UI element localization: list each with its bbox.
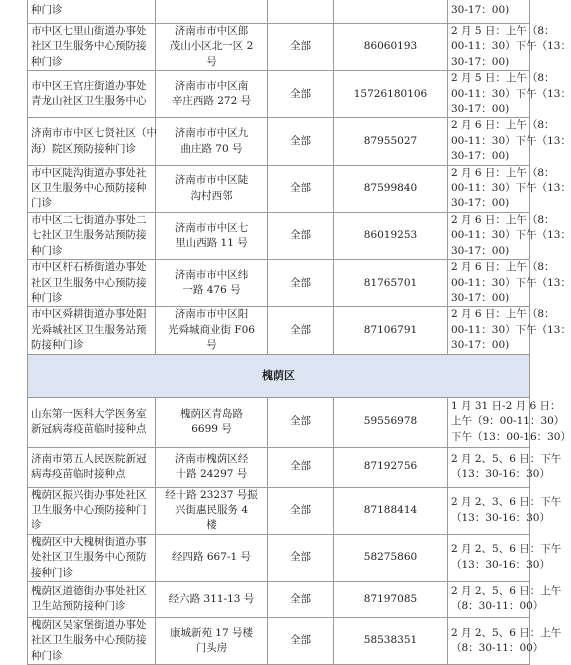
site-address-cell-line: 经十路 23237 号振	[165, 488, 258, 501]
site-name-cell	[28, 487, 156, 534]
site-address-cell	[156, 212, 268, 259]
phone-cell: 58538351	[334, 617, 448, 664]
service-time-cell-line: 00-11：30）下午（13：	[451, 229, 571, 242]
vaccine-scope-cell: 全部	[268, 24, 334, 71]
table-body-huaiyin	[28, 397, 571, 665]
phone-cell: 87955027	[334, 118, 448, 165]
service-time-cell-line: 30-17：00)	[451, 103, 510, 116]
site-name-cell-line: 海）院区预防接种门诊	[31, 142, 136, 155]
vaccine-scope-cell: 全部	[268, 165, 334, 212]
site-name-cell-line: 市中区七里山街道办事处	[31, 25, 147, 37]
site-name-cell-line: 诊	[31, 519, 42, 532]
site-name-cell	[28, 581, 156, 617]
site-address-cell	[156, 617, 268, 664]
table-row	[28, 581, 530, 617]
site-address-cell-line: 经六路 311-13 号	[168, 592, 255, 605]
site-address-cell-line: 楼	[206, 519, 217, 532]
site-address-cell	[156, 397, 268, 447]
phone-cell	[334, 0, 448, 24]
site-name-cell-line: 种门诊	[31, 244, 63, 257]
service-time-cell	[448, 165, 571, 212]
site-name-cell-line: 槐荫区中大槐树街道办事	[31, 535, 147, 548]
service-time-cell-line: 2 月 6 日：上午（8：	[451, 119, 555, 132]
service-time-cell-line: 00-11：30）下午（13：	[451, 276, 571, 289]
site-address-cell	[156, 118, 268, 165]
site-address-cell-line: 兴街惠民服务 4	[174, 503, 249, 516]
service-time-cell-line: 00-11：30）下午（13：	[451, 87, 571, 100]
service-time-cell-line: 2 月 2、5、6 日：上午	[451, 626, 562, 639]
site-name-cell-line: 光舜城社区卫生服务站预	[31, 323, 147, 336]
site-name-cell-line: 市中区陡沟街道办事处社	[31, 166, 147, 179]
site-address-cell-line: 济南市市中区纬	[174, 268, 249, 281]
service-time-cell	[448, 24, 571, 71]
service-time-cell	[448, 397, 571, 447]
vaccination-site-table	[27, 0, 571, 665]
site-name-cell-line: 种门诊	[31, 649, 63, 662]
table-row	[28, 397, 530, 447]
service-time-cell	[448, 307, 571, 354]
site-name-cell	[28, 118, 156, 165]
service-time-cell-line: 2 月 2、5、6 日：下午	[451, 452, 562, 465]
phone-cell: 87188414	[334, 487, 448, 534]
vaccine-scope-cell: 全部	[268, 118, 334, 165]
site-address-cell-line: 济南市槐荫区经	[174, 452, 249, 465]
service-time-cell-line: 2 月 2、5、6 日：上午	[451, 585, 562, 598]
vaccine-scope-cell: 全部	[268, 397, 334, 447]
table-row	[28, 212, 530, 259]
service-time-cell-line: 2 月 6 日：上午（8：	[451, 166, 555, 179]
site-address-cell-line: 济南市市中区南	[174, 79, 249, 92]
site-name-cell-line: 七社区卫生服务站预防接	[31, 229, 147, 242]
site-address-cell-line: 康城新苑 17 号楼	[169, 626, 254, 639]
site-address-cell-line: 号	[206, 55, 217, 68]
site-address-cell-line: 号	[206, 339, 217, 352]
service-time-cell-line: 上午（9：00-11：30）	[451, 415, 565, 428]
vaccine-scope-cell: 全部	[268, 581, 334, 617]
table-row	[28, 447, 530, 487]
service-time-cell-line: 30-17：00)	[451, 197, 510, 210]
vaccine-scope-cell: 全部	[268, 487, 334, 534]
vaccine-scope-cell: 全部	[268, 447, 334, 487]
service-time-cell-line: 30-17：00)	[451, 55, 510, 68]
site-name-cell	[28, 534, 156, 581]
vaccine-scope-cell: 全部	[268, 617, 334, 664]
site-address-cell	[156, 307, 268, 354]
phone-cell: 15726180106	[334, 71, 448, 118]
site-name-cell-line: 卫生站预防接种门诊	[31, 600, 126, 613]
phone-cell: 87197085	[334, 581, 448, 617]
site-name-cell-line: 种门诊	[31, 291, 63, 304]
site-name-cell-line: 社区卫生服务中心预防接	[31, 40, 147, 53]
site-address-cell-line: 光舜城商业街 F06	[168, 323, 255, 336]
site-name-cell-line: 市中区杆石桥街道办事处	[31, 261, 147, 274]
phone-cell: 87106791	[334, 307, 448, 354]
site-name-cell-line: 槐荫区道德街办事处社区	[31, 585, 147, 598]
section-header-row	[28, 354, 530, 397]
site-address-cell	[156, 24, 268, 71]
site-address-cell	[156, 534, 268, 581]
service-time-cell-line: （13：30-16：30）	[451, 558, 550, 571]
phone-cell: 86019253	[334, 212, 448, 259]
site-address-cell-line: 曲庄路 70 号	[180, 142, 243, 155]
phone-cell: 87599840	[334, 165, 448, 212]
service-time-cell	[448, 118, 571, 165]
table-row	[28, 118, 530, 165]
table-row	[28, 534, 530, 581]
site-name-cell-line: 济南市第五人民医院新冠	[31, 452, 147, 465]
site-address-cell	[156, 260, 268, 307]
site-address-cell-line: 门头房	[195, 642, 228, 655]
service-time-cell	[448, 260, 571, 307]
service-time-cell	[448, 212, 571, 259]
phone-cell: 86060193	[334, 24, 448, 71]
site-name-cell-line: 新冠病毒疫苗临时接种点	[31, 423, 147, 436]
site-name-cell-line: 社区卫生服务中心预防接	[31, 634, 147, 647]
site-address-cell-line: 一路 476 号	[182, 284, 241, 297]
site-address-cell	[156, 71, 268, 118]
service-time-cell-line: （13：30-16：30）	[451, 468, 550, 481]
site-address-cell-line: 里山西路 11 号	[175, 236, 248, 249]
site-address-cell-line: 济南市市中区九	[174, 127, 249, 140]
service-time-cell-line: 00-11：30）下午（13：	[451, 40, 571, 53]
table-row	[28, 487, 530, 534]
site-address-cell	[156, 0, 268, 24]
service-time-cell-line: 00-11：30）下午（13：	[451, 182, 571, 195]
vaccine-scope-cell: 全部	[268, 71, 334, 118]
site-name-cell-line: 市中区二七街道办事处二	[31, 213, 147, 226]
site-address-cell-line: 济南市市中区七	[174, 221, 249, 234]
table-row	[28, 165, 530, 212]
service-time-cell	[448, 617, 562, 664]
site-name-cell-line: 接种门诊	[31, 566, 73, 579]
service-time-cell-line: 2 月 6 日：上午（8：	[451, 308, 555, 321]
site-name-cell-line: 山东第一医科大学医务室	[31, 407, 147, 420]
site-name-cell	[28, 397, 156, 447]
service-time-cell-line: 2 月 6 日：上午（8：	[451, 213, 555, 226]
service-time-cell-line: 30-17：00)	[451, 4, 510, 17]
service-time-cell	[448, 487, 562, 534]
site-name-cell-line: 防接种门诊	[31, 339, 84, 352]
table-row	[28, 307, 530, 354]
service-time-cell-line: （13：30-16：30）	[451, 511, 550, 524]
service-time-cell-line: 1 月 31 日-2 月 6 日：	[451, 399, 561, 412]
site-name-cell-line: 种门诊	[31, 4, 63, 17]
service-time-cell-line: 下午（13：00-16：30）	[451, 430, 571, 443]
site-name-cell	[28, 617, 156, 664]
site-name-cell-line: 市中区王官庄街道办事处	[31, 79, 147, 92]
site-name-cell	[28, 24, 156, 71]
site-address-cell-line: 济南市市中区陡	[174, 174, 249, 187]
service-time-cell-line: 30-17：00)	[451, 339, 510, 352]
service-time-cell	[448, 447, 562, 487]
site-name-cell-line: 处社区卫生服务中心预防	[31, 551, 147, 564]
service-time-cell-line: 30-17：00)	[451, 150, 510, 163]
service-time-cell-line: 00-11：30）下午（13：	[451, 323, 571, 336]
table-row	[28, 260, 530, 307]
service-time-cell-line: （8：30-11：00）	[451, 642, 544, 655]
service-time-cell-line: 30-17：00)	[451, 291, 510, 304]
vaccine-scope-cell: 全部	[268, 260, 334, 307]
service-time-cell-line: 2 月 5 日：上午（8：	[451, 25, 555, 37]
vaccine-scope-cell: 全部	[268, 212, 334, 259]
table-row	[28, 71, 530, 118]
site-name-cell-line: 社区卫生服务中心预防接	[31, 276, 147, 289]
site-address-cell-line: 经四路 667-1 号	[172, 551, 251, 564]
site-address-cell	[156, 581, 268, 617]
table-row	[28, 617, 530, 664]
vaccine-scope-cell: 全部	[268, 534, 334, 581]
site-name-cell-line: 槐荫区吴家堡街道办事处	[31, 618, 147, 631]
site-address-cell-line: 济南市市中区阳	[174, 308, 249, 321]
site-address-cell	[156, 487, 268, 534]
service-time-cell	[448, 534, 562, 581]
site-address-cell-line: 济南市市中区郎	[174, 25, 249, 37]
site-address-cell-line: 槐荫区青岛路	[180, 407, 243, 420]
section-title: 槐荫区	[28, 354, 530, 397]
site-name-cell	[28, 0, 156, 24]
service-time-cell-line: （8：30-11：00）	[451, 600, 544, 613]
table-body-section	[28, 354, 530, 397]
phone-cell: 87192756	[334, 447, 448, 487]
site-name-cell	[28, 307, 156, 354]
site-name-cell	[28, 260, 156, 307]
site-name-cell-line: 槐荫区振兴街办事处社区	[31, 488, 147, 501]
site-name-cell-line: 病毒疫苗临时接种点	[31, 468, 126, 481]
site-name-cell	[28, 212, 156, 259]
site-address-cell-line: 茂山小区北一区 2	[169, 40, 254, 53]
service-time-cell-line: 30-17：00)	[451, 244, 510, 257]
site-name-cell-line: 市中区舜耕街道办事处阳	[31, 308, 147, 321]
service-time-cell	[448, 581, 562, 617]
site-name-cell	[28, 71, 156, 118]
site-address-cell-line: 沟村西邻	[190, 189, 233, 202]
service-time-cell	[448, 0, 530, 24]
site-name-cell-line: 济南市市中区七贤社区（中	[31, 127, 157, 140]
site-address-cell-line: 十路 24297 号	[175, 468, 248, 481]
site-address-cell-line: 6699 号	[191, 423, 232, 436]
site-address-cell-line: 辛庄西路 272 号	[171, 95, 252, 108]
service-time-cell	[448, 71, 571, 118]
phone-cell: 81765701	[334, 260, 448, 307]
site-name-cell	[28, 447, 156, 487]
site-name-cell-line: 卫生服务中心预防接种门	[31, 503, 147, 516]
site-address-cell	[156, 447, 268, 487]
service-time-cell-line: 2 月 2、3、6 日：下午	[451, 496, 562, 509]
phone-cell: 58275860	[334, 534, 448, 581]
vaccine-scope-cell	[268, 0, 334, 24]
site-name-cell-line: 区卫生服务中心预防接种	[31, 182, 147, 195]
vaccine-scope-cell: 全部	[268, 307, 334, 354]
service-time-cell-line: 2 月 2、5、6 日：下午	[451, 543, 562, 556]
service-time-cell-line: 2 月 5 日：上午（8：	[451, 72, 555, 85]
site-name-cell-line: 青龙山社区卫生服务中心	[31, 95, 147, 108]
service-time-cell-line: 2 月 6 日：上午（8：	[451, 261, 555, 274]
table-row	[28, 24, 530, 71]
service-time-cell-line: 00-11：30）下午（13：	[451, 134, 571, 147]
table-row	[28, 0, 530, 24]
table-body-shizhong	[28, 0, 571, 354]
phone-cell: 59556978	[334, 397, 448, 447]
site-name-cell-line: 种门诊	[31, 55, 63, 68]
site-name-cell-line: 门诊	[31, 197, 52, 210]
site-address-cell	[156, 165, 268, 212]
site-name-cell	[28, 165, 156, 212]
